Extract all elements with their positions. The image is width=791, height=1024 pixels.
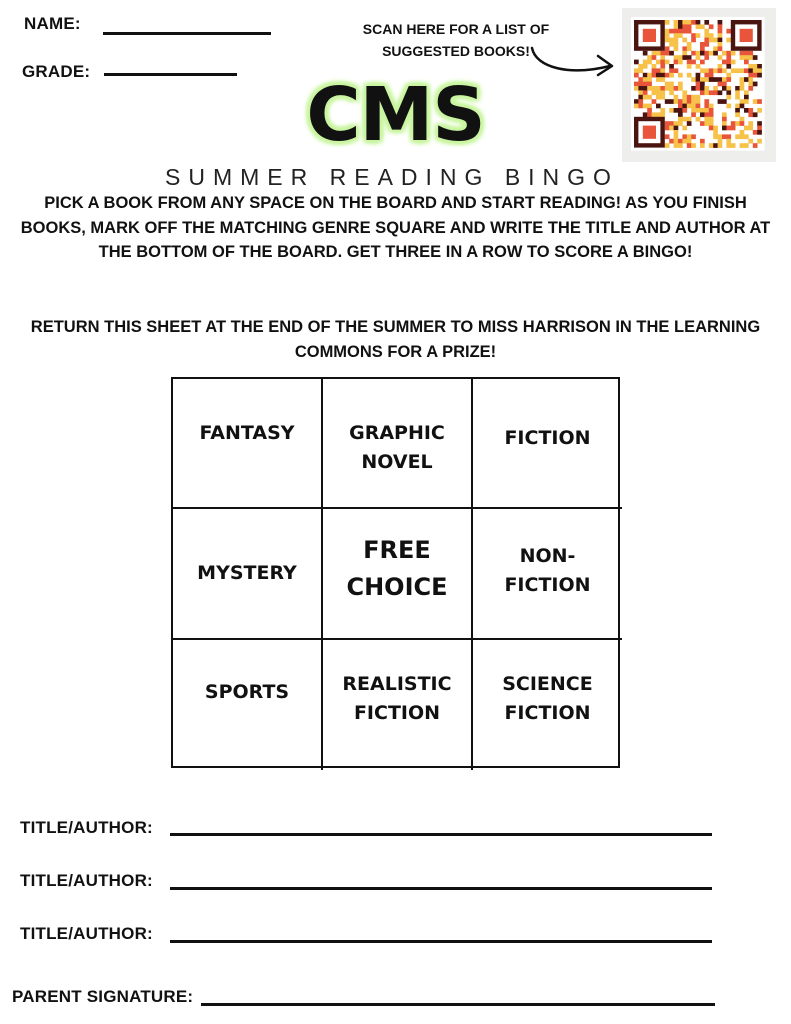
bingo-cell-non-fiction[interactable]: NON- FICTION xyxy=(473,509,622,640)
title-author-line[interactable] xyxy=(170,887,712,890)
title-author-label: TITLE/AUTHOR: xyxy=(20,818,153,837)
title-author-line[interactable] xyxy=(170,833,712,836)
parent-signature-label: PARENT SIGNATURE: xyxy=(12,987,194,1006)
cms-logo: CMS xyxy=(306,72,485,158)
return-note: RETURN THIS SHEET AT THE END OF THE SUMMER TO MISS HARRISON IN THE LEARNING COMMONS FOR A PRIZE! xyxy=(30,318,761,361)
bingo-cell-realistic-fiction[interactable]: REALISTIC FICTION xyxy=(323,640,473,770)
instructions-text: PICK A BOOK FROM ANY SPACE ON THE BOARD AND START READING! AS YOU FINISH BOOKS, MARK OFF THE MATCHING GENRE SQUARE AND WRITE THE TITLE AND AUTHOR AT THE BOTTOM OF THE BOARD. GET THREE IN A ROW TO SCORE A BINGO! xyxy=(20,194,771,261)
scan-note: SCAN HERE FOR A LIST OF SUGGESTED BOOKS! xyxy=(362,21,550,59)
bingo-cell-sports[interactable]: SPORTS xyxy=(173,640,323,770)
bingo-board xyxy=(171,377,620,768)
grade-label: GRADE: xyxy=(22,62,91,81)
title-author-label: TITLE/AUTHOR: xyxy=(20,924,153,943)
bingo-cell-mystery[interactable]: MYSTERY xyxy=(173,509,323,640)
title-author-line[interactable] xyxy=(170,940,712,943)
parent-signature-line[interactable] xyxy=(201,1003,715,1006)
bingo-cell-fantasy[interactable]: FANTASY xyxy=(173,379,323,509)
name-field-line[interactable] xyxy=(103,32,271,35)
page-subtitle: SUMMER READING BINGO xyxy=(165,164,619,190)
title-author-label: TITLE/AUTHOR: xyxy=(20,871,153,890)
bingo-cell-fiction[interactable]: FICTION xyxy=(473,379,622,509)
bingo-cell-graphic-novel[interactable]: GRAPHIC NOVEL xyxy=(323,379,473,509)
name-label: NAME: xyxy=(24,14,81,33)
bingo-cell-science-fiction[interactable]: SCIENCE FICTION xyxy=(502,673,593,724)
bingo-cell-free-choice[interactable]: FREE CHOICE xyxy=(323,509,473,640)
